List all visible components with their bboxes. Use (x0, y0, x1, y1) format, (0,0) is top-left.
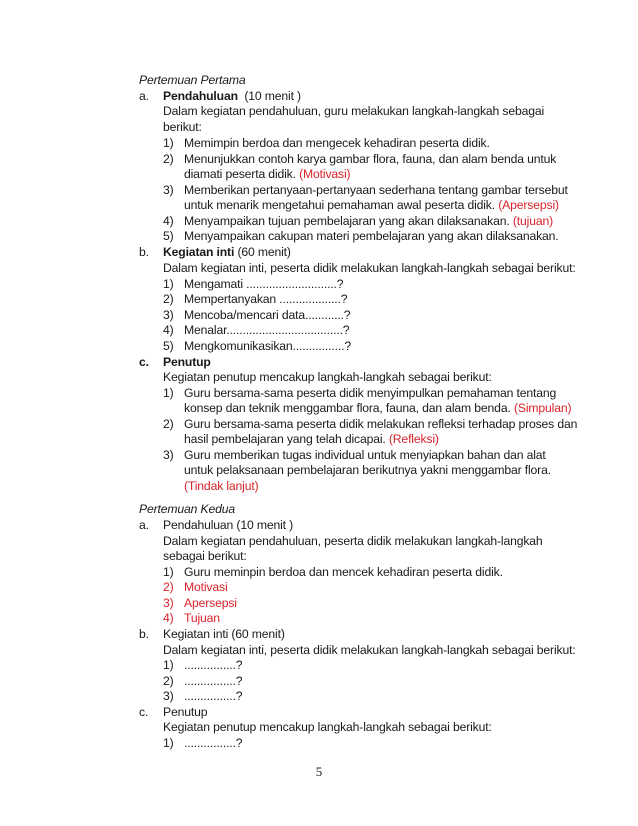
meeting2-heading: Pertemuan Kedua (139, 502, 235, 516)
list-item-continuation: untuk pelaksanaan pembelajaran berikutnya yakni menggambar flora. (184, 463, 551, 477)
meeting1-b-heading (163, 245, 291, 260)
meeting2-c-marker: c. (139, 705, 149, 719)
list-item: Guru bersama-sama peserta didik menyimpulkan pemahaman tentang (184, 386, 557, 400)
stage-tag-apersepsi: (Apersepsi) (498, 198, 559, 212)
list-item: Guru meminpin berdoa dan mencek kehadiran peserta didik. (184, 565, 503, 579)
list-item-number: 1) (163, 658, 174, 672)
list-item-number: 5) (163, 229, 174, 243)
list-item-number: 1) (163, 136, 174, 150)
list-item-number: 2) (163, 580, 174, 594)
list-item: Mengkomunikasikan................? (184, 339, 351, 353)
page-number: 5 (315, 764, 323, 779)
list-item: Motivasi (184, 580, 228, 594)
list-item-continuation (184, 432, 439, 447)
list-item-continuation (184, 198, 559, 213)
list-item-continuation (184, 401, 571, 416)
list-item-number: 5) (163, 339, 174, 353)
meeting1-a-intro-line2: berikut: (163, 120, 202, 134)
list-item: Mengamati ............................? (184, 277, 344, 291)
list-item-number: 1) (163, 277, 174, 291)
list-item-text: Menyampaikan tujuan pembelajaran yang akan dilaksanakan. (184, 214, 510, 228)
list-item: Guru memberikan tugas individual untuk menyiapkan bahan dan alat (184, 448, 546, 462)
meeting1-c-intro: Kegiatan penutup mencakup langkah-langkah sebagai berikut: (163, 370, 492, 384)
meeting2-a-title: Pendahuluan (10 menit ) (163, 518, 294, 532)
list-item: Mempertanyakan ...................? (184, 292, 348, 306)
meeting2-b-marker: b. (139, 627, 149, 641)
list-item: Menalar....................................? (184, 323, 350, 337)
list-item-text: untuk menarik mengetahui pemahaman awal peserta didik. (184, 198, 495, 212)
list-item: ................? (184, 674, 243, 688)
list-item-number: 4) (163, 214, 174, 228)
stage-tag-refleksi: (Refleksi) (388, 432, 439, 446)
meeting1-a-intro-line1: Dalam kegiatan pendahuluan, guru melakukan langkah-langkah sebagai (163, 104, 545, 118)
list-item-text: diamati peserta didik. (184, 167, 296, 181)
meeting2-a-intro-line2: sebagai berikut: (163, 549, 247, 563)
meeting2-a-intro-line1: Dalam kegiatan pendahuluan, peserta didik melakukan langkah-langkah (163, 534, 543, 548)
meeting1-c-marker: c. (139, 355, 149, 369)
list-item-number: 2) (163, 152, 174, 166)
list-item-number: 3) (163, 308, 174, 322)
list-item-number: 1) (163, 736, 174, 750)
list-item-number: 1) (163, 386, 174, 400)
list-item: ................? (184, 658, 243, 672)
list-item-number: 2) (163, 292, 174, 306)
list-item: Menunjukkan contoh karya gambar flora, fauna, dan alam benda untuk (184, 152, 557, 166)
list-item: ................? (184, 736, 243, 750)
list-item (184, 214, 553, 229)
meeting2-b-intro: Dalam kegiatan inti, peserta didik melakukan langkah-langkah sebagai berikut: (163, 643, 576, 657)
list-item-number: 3) (163, 689, 174, 703)
meeting1-b-title: Kegiatan inti (163, 245, 235, 259)
meeting1-a-marker: a. (139, 89, 149, 103)
stage-tag-tujuan: (tujuan) (512, 214, 553, 228)
list-item-number: 3) (163, 448, 174, 462)
list-item: Memimpin berdoa dan mengecek kehadiran peserta didik. (184, 136, 490, 150)
list-item-text: hasil pembelajaran yang telah dicapai. (184, 432, 386, 446)
list-item-number: 3) (163, 596, 174, 610)
list-item-number: 3) (163, 183, 174, 197)
meeting1-b-marker: b. (139, 245, 149, 259)
list-item-number: 4) (163, 323, 174, 337)
list-item: Apersepsi (184, 596, 237, 610)
meeting2-c-title: Penutup (163, 705, 208, 719)
meeting1-b-intro: Dalam kegiatan inti, peserta didik melakukan langkah-langkah sebagai berikut: (163, 261, 576, 275)
list-item: Mencoba/mencari data............? (184, 308, 351, 322)
list-item: Menyampaikan cakupan materi pembelajaran yang akan dilaksanakan. (184, 229, 559, 243)
stage-tag-tindak-lanjut: (Tindak lanjut) (184, 479, 259, 493)
list-item-number: 2) (163, 417, 174, 431)
list-item-number: 2) (163, 674, 174, 688)
meeting2-b-title: Kegiatan inti (60 menit) (163, 627, 285, 641)
meeting1-heading: Pertemuan Pertama (139, 73, 246, 87)
list-item-number: 1) (163, 565, 174, 579)
meeting2-a-marker: a. (139, 518, 149, 532)
meeting1-b-duration: (60 menit) (237, 245, 291, 259)
meeting1-a-heading (163, 89, 301, 104)
stage-tag-motivasi: (Motivasi) (299, 167, 351, 181)
list-item-number: 4) (163, 611, 174, 625)
list-item-text: konsep dan teknik menggambar flora, fauna, dan alam benda. (184, 401, 511, 415)
meeting1-c-title: Penutup (163, 355, 211, 369)
list-item: Tujuan (184, 611, 220, 625)
meeting1-a-duration: (10 menit ) (244, 89, 301, 103)
meeting2-c-intro: Kegiatan penutup mencakup langkah-langkah sebagai berikut: (163, 720, 492, 734)
list-item: Memberikan pertanyaan-pertanyaan sederhana tentang gambar tersebut (184, 183, 568, 197)
stage-tag-simpulan: (Simpulan) (513, 401, 572, 415)
list-item: Guru bersama-sama peserta didik melakukan refleksi terhadap proses dan (184, 417, 578, 431)
list-item: ................? (184, 689, 243, 703)
meeting1-a-title: Pendahuluan (163, 89, 238, 103)
list-item-continuation (184, 167, 350, 182)
